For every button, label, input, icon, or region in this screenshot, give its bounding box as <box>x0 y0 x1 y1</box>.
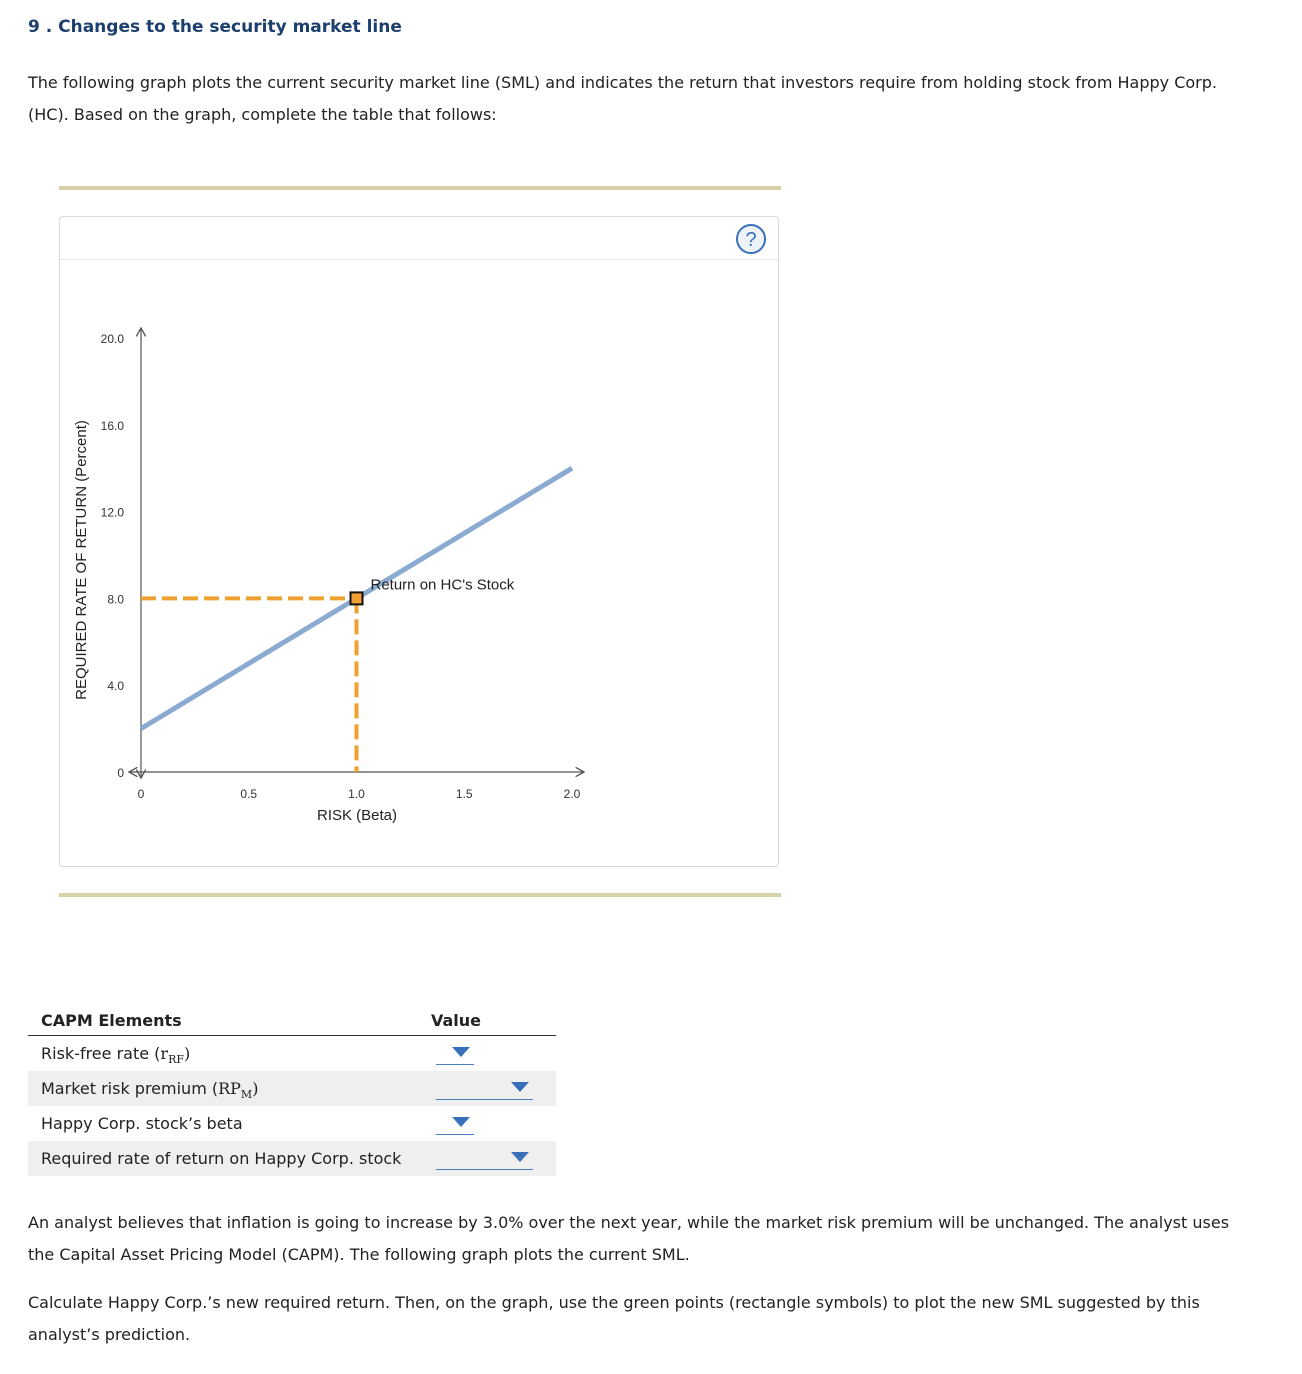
y-axis-label: REQUIRED RATE OF RETURN (Percent) <box>73 420 90 700</box>
capm-row-symbol: RP <box>218 1079 241 1098</box>
y-tick-label: 8.0 <box>107 592 124 607</box>
capm-row-label-text: Risk-free rate ( <box>41 1044 161 1063</box>
question-title: 9 . Changes to the security market line <box>28 17 402 37</box>
capm-row-label <box>41 1114 243 1133</box>
help-glyph: ? <box>745 229 757 251</box>
capm-row-label <box>41 1044 190 1066</box>
analyst-p1-line-2: the Capital Asset Pricing Model (CAPM). The following graph plots the current SML. <box>28 1245 690 1264</box>
y-tick-label: 0 <box>117 766 124 780</box>
analyst-paragraph-2 <box>28 1287 1258 1351</box>
caret-down-icon <box>452 1047 470 1057</box>
x-tick-label: 1.5 <box>455 787 473 801</box>
capm-table <box>28 1006 556 1176</box>
value-dropdown[interactable] <box>436 1110 474 1135</box>
intro-line-1: The following graph plots the current security market line (SML) and indicates the return that investors require from holding stock from Happy Corp. <box>28 73 1217 92</box>
intro-paragraph <box>28 67 1258 131</box>
caret-down-icon <box>511 1082 529 1092</box>
graph-bottom-divider <box>59 893 781 897</box>
graph-panel-toolbar <box>60 217 778 260</box>
intro-line-2: (HC). Based on the graph, complete the table that follows: <box>28 105 497 124</box>
capm-row-subscript: RF <box>168 1053 184 1067</box>
capm-row-close-paren: ) <box>183 1044 191 1063</box>
capm-row <box>28 1071 556 1106</box>
capm-row-label-text: Required rate of return on Happy Corp. stock <box>41 1149 402 1168</box>
capm-row <box>28 1106 556 1141</box>
x-tick-label: 1.0 <box>348 787 365 801</box>
y-tick-label: 16.0 <box>100 418 124 433</box>
analyst-p1-line-1: An analyst believes that inflation is going to increase by 3.0% over the next year, while the market risk premium will be unchanged. The analyst uses <box>28 1213 1230 1232</box>
help-icon[interactable] <box>736 224 766 254</box>
caret-down-icon <box>452 1117 470 1127</box>
capm-row-label-text: Happy Corp. stock’s beta <box>41 1114 243 1133</box>
capm-row-label-text: Market risk premium ( <box>41 1079 219 1098</box>
capm-row <box>28 1036 556 1071</box>
capm-row-subscript: M <box>240 1088 253 1102</box>
capm-elements-header: CAPM Elements <box>41 1011 182 1030</box>
caret-down-icon <box>511 1152 529 1162</box>
x-axis-label: RISK (Beta) <box>316 807 398 824</box>
capm-row-close-paren: ) <box>252 1079 259 1098</box>
y-tick-label: 12.0 <box>100 505 124 520</box>
graph-top-divider <box>59 186 781 190</box>
x-tick-label: 0 <box>137 787 145 801</box>
value-dropdown[interactable] <box>436 1075 533 1100</box>
capm-table-header <box>28 1006 556 1036</box>
x-tick-label: 0.5 <box>240 787 258 801</box>
y-tick-label: 20.0 <box>100 332 124 346</box>
analyst-paragraph-1 <box>28 1207 1258 1271</box>
analyst-p2-line-1: Calculate Happy Corp.’s new required return. Then, on the graph, use the green points (rectangle symbols) to plot the new SML suggested by this <box>28 1293 1200 1312</box>
y-tick-label: 4.0 <box>107 679 124 694</box>
value-dropdown[interactable] <box>436 1145 533 1170</box>
x-tick-label: 2.0 <box>563 787 581 801</box>
value-dropdown[interactable] <box>436 1040 474 1065</box>
capm-row-label <box>41 1149 401 1168</box>
hc-stock-point-label: Return on HC's Stock <box>370 576 515 594</box>
value-header: Value <box>431 1011 482 1030</box>
capm-row <box>28 1141 556 1176</box>
capm-row-label <box>41 1079 258 1101</box>
graph-panel <box>59 216 779 867</box>
analyst-p2-line-2: analyst’s prediction. <box>28 1325 191 1344</box>
capm-row-symbol: r <box>160 1044 169 1063</box>
